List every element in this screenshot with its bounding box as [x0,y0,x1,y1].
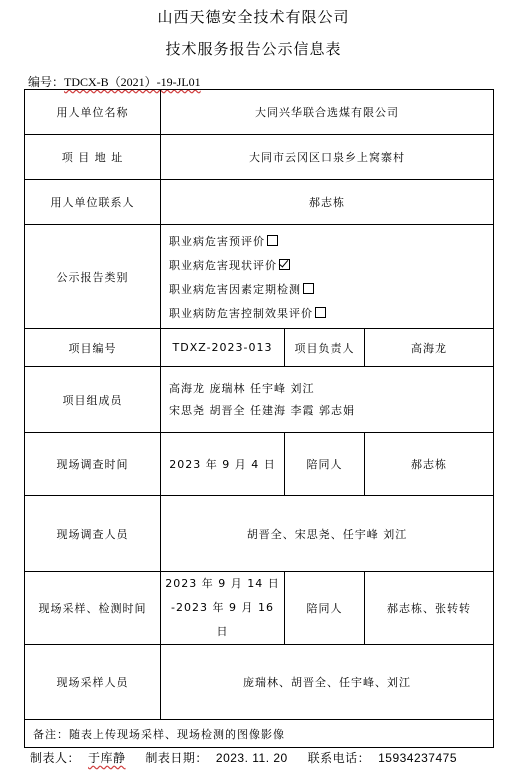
code-value: TDCX-B（2021）-19-JL01 [64,75,201,89]
form-title: 技术服务报告公示信息表 [165,40,342,58]
row-address [25,135,494,180]
row-note [25,720,494,748]
survey-time-label: 现场调查时间 [25,433,161,496]
sampling-escort-value: 郝志栋、张转转 [365,572,494,645]
footer [30,749,473,766]
report-option-label: 职业病防危害控制效果评价 [169,306,313,320]
members-line: 宋思尧 胡晋全 任建海 李霞 郭志娟 [169,403,355,417]
sampling-time-value [161,572,285,645]
employer-label: 用人单位名称 [25,90,161,135]
row-sampling-time [25,572,494,645]
sampling-staff-label: 现场采样人员 [25,645,161,720]
maker-label: 制表人： [30,751,81,765]
survey-time-value: 2023 年 9 月 4 日 [161,433,285,496]
date-value: 2023. 11. 20 [215,751,288,765]
sampling-escort-label: 陪同人 [285,572,365,645]
row-report-type [25,225,494,329]
phone-value: 15934237475 [378,751,458,765]
contact-value: 郝志栋 [161,180,494,225]
report-option-pre [169,229,489,253]
row-sampling-staff [25,645,494,720]
report-type-options [161,225,494,329]
survey-staff-label: 现场调查人员 [25,496,161,572]
report-option-label: 职业病危害因素定期检测 [169,282,301,296]
code-label: 编号： [28,75,65,89]
report-option-control [169,301,489,325]
contact-label: 用人单位联系人 [25,180,161,225]
note: 备注：随表上传现场采样、现场检测的图像影像 [25,720,494,748]
members-value [161,367,494,433]
survey-escort-label: 陪同人 [285,433,365,496]
report-option-periodic [169,277,489,301]
sampling-time-label: 现场采样、检测时间 [25,572,161,645]
document-code [28,73,201,90]
row-employer [25,90,494,135]
manager-value: 高海龙 [365,329,494,367]
company-title: 山西天德安全技术有限公司 [157,8,350,26]
manager-label: 项目负责人 [285,329,365,367]
row-survey-staff [25,496,494,572]
report-option-label: 职业病危害预评价 [169,234,265,248]
phone [308,751,465,765]
address-value: 大同市云冈区口泉乡上窝寨村 [161,135,494,180]
report-option-current [169,253,489,277]
info-table [24,89,494,748]
maker [30,751,134,765]
sampling-staff-value: 庞瑞林、胡晋全、任宇峰、刘江 [161,645,494,720]
survey-staff-value: 胡晋全、宋思尧、任宇峰 刘江 [161,496,494,572]
date-label: 制表日期： [145,751,208,765]
phone-label: 联系电话： [307,751,371,765]
sampling-time-line: 2023 年 9 月 14 日 [165,577,280,590]
survey-escort-value: 郝志栋 [365,433,494,496]
project-no-label: 项目编号 [25,329,161,367]
members-line: 高海龙 庞瑞林 任宇峰 刘江 [169,381,315,395]
maker-value: 于库静 [88,751,126,765]
employer-value: 大同兴华联合选煤有限公司 [161,90,494,135]
report-option-label: 职业病危害现状评价 [169,258,277,272]
date [145,751,295,765]
address-label: 项 目 地 址 [25,135,161,180]
checkbox-unchecked-icon [267,235,278,246]
row-survey-time [25,433,494,496]
sampling-time-line: -2023 年 9 月 16 日 [171,601,274,638]
row-contact [25,180,494,225]
checkbox-checked-icon [279,259,290,270]
checkbox-unchecked-icon [303,283,314,294]
report-type-label: 公示报告类别 [25,225,161,329]
project-no-value: TDXZ-2023-013 [161,329,285,367]
members-label: 项目组成员 [25,367,161,433]
row-project-no [25,329,494,367]
row-members [25,367,494,433]
checkbox-unchecked-icon [315,307,326,318]
